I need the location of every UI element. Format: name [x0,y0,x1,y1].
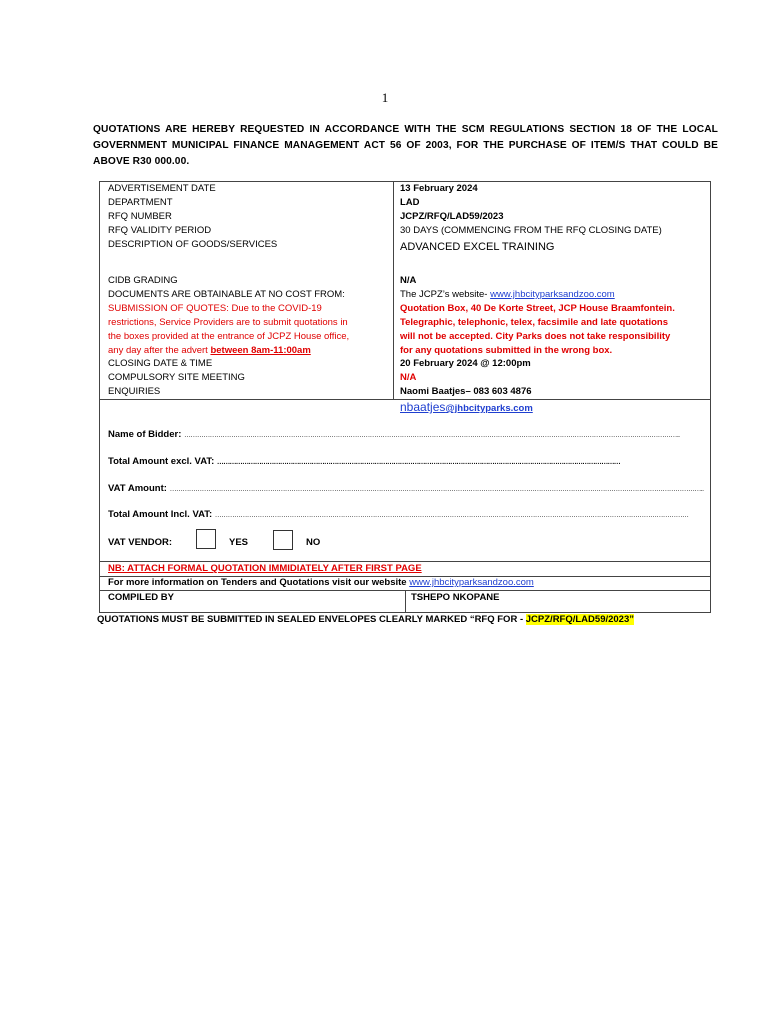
bidder-name-dots[interactable]: …………………………………………………………………………………………………………………………………………………………………………………………………………….. [184,432,680,439]
value-enquiries: Naomi Baatjes– 083 603 4876 [400,386,532,397]
value-description: ADVANCED EXCEL TRAINING [400,241,555,253]
label-department: DEPARTMENT [108,197,173,208]
label-description: DESCRIPTION OF GOODS/SERVICES [108,239,278,250]
label-cidb: CIDB GRADING [108,275,178,286]
bidder-name-line [108,428,680,443]
label-closing: CLOSING DATE & TIME [108,358,213,369]
vat-vendor-label: VAT VENDOR: [108,537,173,548]
bidder-name-label: Name of Bidder: [108,429,182,440]
total-incl-dots[interactable]: …………………………………………………………………………………………………………………………………………………………………………………………………… [214,512,689,519]
label-site-meeting: COMPULSORY SITE MEETING [108,372,245,383]
label-submission-2: restrictions, Service Providers are to submit quotations in [108,317,348,328]
label-validity: RFQ VALIDITY PERIOD [108,225,212,236]
footer-text: QUOTATIONS MUST BE SUBMITTED IN SEALED ENVELOPES CLEARLY MARKED “RFQ FOR - [97,614,526,625]
submission-hours: between 8am-11:00am [210,345,311,356]
vat-vendor-yes-checkbox[interactable] [196,529,216,549]
vat-amount-line [108,482,703,497]
vat-vendor-no-checkbox[interactable] [273,530,293,550]
value-submission-2: Telegraphic, telephonic, telex, facsimile and late quotations [400,317,668,328]
total-excl-label: Total Amount excl. VAT: [108,456,215,467]
value-closing: 20 February 2024 @ 12:00pm [400,358,531,369]
value-cidb: N/A [400,275,417,286]
page-number: 1 [381,90,389,105]
column-divider [393,181,394,399]
label-rfq-number: RFQ NUMBER [108,211,172,222]
value-advert-date: 13 February 2024 [400,183,478,194]
label-submission-4 [108,344,311,358]
value-documents [400,288,615,302]
column-divider [405,590,406,613]
enquiries-email[interactable] [400,400,533,416]
label-enquiries: ENQUIRIES [108,386,161,397]
more-info-link[interactable]: www.jhbcityparksandzoo.com [409,577,534,588]
value-submission-4: for any quotations submitted in the wrong box. [400,345,613,356]
total-excl-dots[interactable]: ………………………………………………………………………………………………………………………………………………………………………… [216,459,621,466]
compiled-by-label: COMPILED BY [108,592,174,603]
compiled-by-value: TSHEPO NKOPANE [411,592,500,603]
label-submission-1: SUBMISSION OF QUOTES: Due to the COVID-19 [108,303,322,314]
value-validity: 30 DAYS (COMMENCING FROM THE RFQ CLOSING DATE) [400,225,662,236]
footer-instruction [97,614,737,625]
intro-paragraph: QUOTATIONS ARE HEREBY REQUESTED IN ACCORDANCE WITH THE SCM REGULATIONS SECTION 18 OF THE LOCAL GOVERNMENT MUNICIPAL FINANCE MANAGEMENT ACT 56 OF 2003, FOR THE PURCHASE OF ITEM/S THAT COULD BE ABOVE R30 000.00. [93,124,718,167]
email-user[interactable]: nbaatjes [400,400,446,414]
value-rfq-number: JCPZ/RFQ/LAD59/2023 [400,211,504,222]
website-link[interactable]: www.jhbcityparksandzoo.com [490,289,615,300]
more-info-line [108,576,534,590]
label-documents: DOCUMENTS ARE OBTAINABLE AT NO COST FROM: [108,289,345,300]
documents-text: The JCPZ’s website- [400,289,491,300]
total-excl-line [108,455,620,470]
value-submission-1: Quotation Box, 40 De Korte Street, JCP House Braamfontein. [400,303,675,314]
footer-rfq-highlight: JCPZ/RFQ/LAD59/2023” [525,614,634,625]
no-label: NO [306,537,321,548]
label-submission-3: the boxes provided at the entrance of JCPZ House office, [108,331,350,342]
value-submission-3: will not be accepted. City Parks does not take responsibility [400,331,671,342]
email-domain[interactable]: @jhbcityparks.com [445,403,533,414]
more-info-text: For more information on Tenders and Quotations visit our website [108,577,410,588]
vat-amount-label: VAT Amount: [108,483,167,494]
value-site-meeting: N/A [400,372,417,383]
total-incl-line [108,508,688,523]
total-incl-label: Total Amount Incl. VAT: [108,509,213,520]
yes-label: YES [229,537,249,548]
nb-note: NB: ATTACH FORMAL QUOTATION IMMIDIATELY AFTER FIRST PAGE [108,563,422,574]
label-advert-date: ADVERTISEMENT DATE [108,183,216,194]
value-department: LAD [400,197,420,208]
vat-amount-dots[interactable]: …………………………………………………………………………………………………………………………………………………………………………………………………………………………….. [169,486,704,493]
submission-text: any day after the advert [108,345,211,356]
